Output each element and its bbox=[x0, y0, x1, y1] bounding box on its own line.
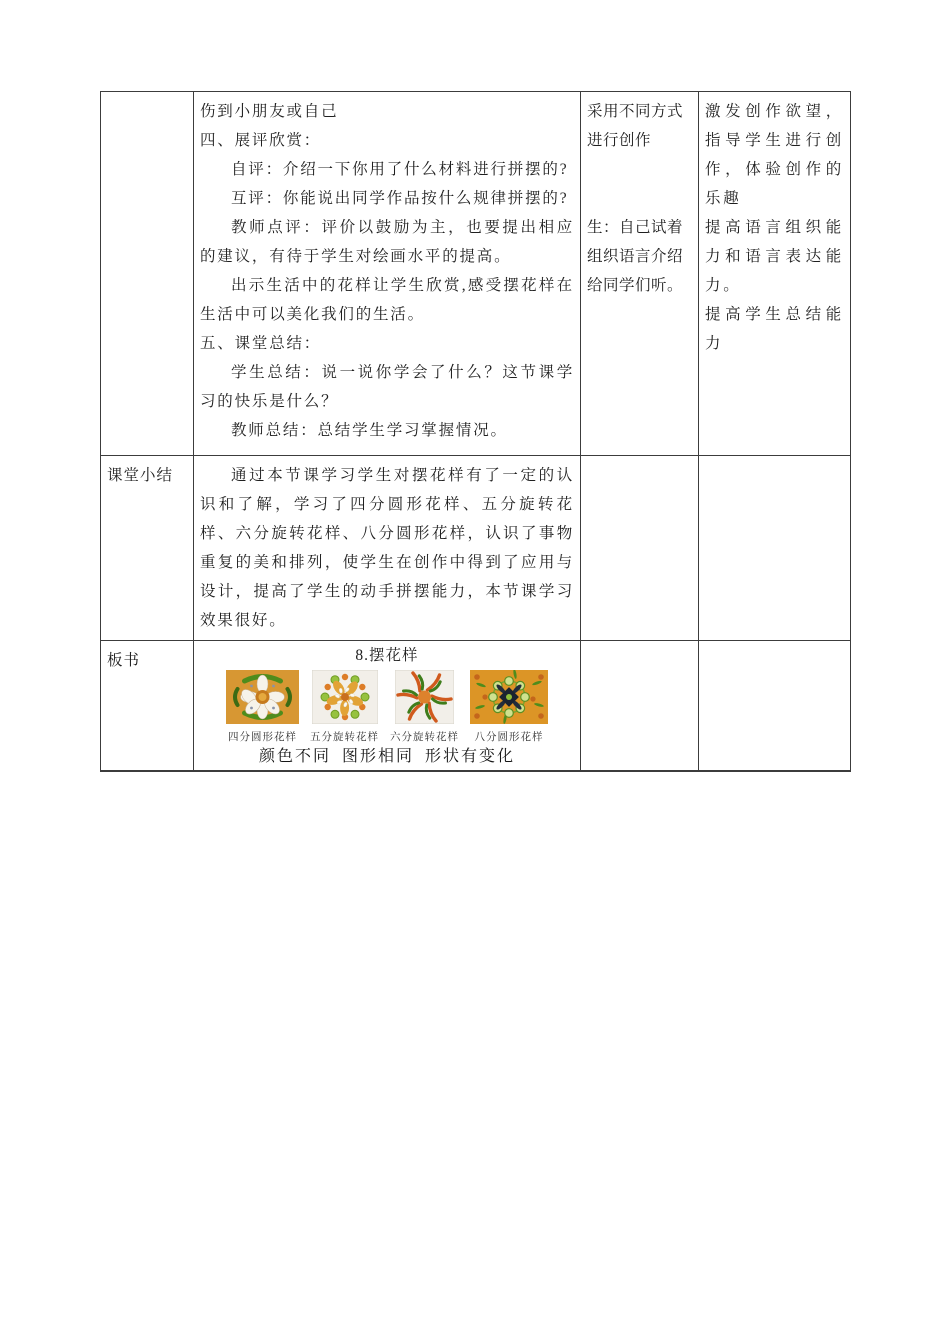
pattern-photo-five-rotation-icon bbox=[312, 670, 378, 724]
process-paragraph: 教师点评：评价以鼓励为主，也要提出相应的建议，有待于学生对绘画水平的提高。 bbox=[200, 219, 574, 265]
pattern-photo-eight-circle-icon bbox=[470, 670, 548, 724]
pattern-caption: 六分旋转花样 bbox=[390, 732, 459, 743]
process-paragraph: 出示生活中的花样让学生欣赏,感受摆花样在生活中可以美化我们的生活。 bbox=[200, 277, 574, 323]
pattern-caption: 四分圆形花样 bbox=[228, 732, 297, 743]
class-summary-row bbox=[101, 456, 851, 641]
pattern-caption: 五分旋转花样 bbox=[310, 732, 379, 743]
summary-intent-empty-cell bbox=[699, 456, 851, 641]
method-paragraph: 生：自己试着组织语言介绍给同学们听。 bbox=[587, 219, 684, 294]
board-row-label: 板书 bbox=[107, 652, 141, 669]
intent-paragraph: 提高学生总结能力 bbox=[705, 306, 844, 352]
summary-text-cell bbox=[194, 456, 581, 641]
pattern-six-rotation bbox=[390, 670, 459, 745]
pattern-photo-quarter-circle-icon bbox=[226, 670, 299, 724]
board-method-empty-cell bbox=[581, 641, 699, 772]
process-paragraph: 自评：介绍一下你用了什么材料进行拼摆的? bbox=[231, 161, 569, 178]
process-content-cell bbox=[194, 92, 581, 456]
board-design-row bbox=[101, 641, 851, 772]
board-intent-empty-cell bbox=[699, 641, 851, 772]
lesson-plan-table bbox=[100, 91, 851, 772]
board-content-cell bbox=[194, 641, 581, 772]
pattern-five-rotation bbox=[310, 670, 379, 745]
board-label-cell bbox=[101, 641, 194, 772]
process-paragraph: 学生总结：说一说你学会了什么？这节课学习的快乐是什么？ bbox=[200, 364, 574, 410]
process-paragraph: 教师总结：总结学生学习掌握情况。 bbox=[231, 422, 508, 439]
process-paragraph: 五、课堂总结： bbox=[200, 335, 322, 352]
design-intent-cell bbox=[699, 92, 851, 456]
pattern-eight-circle bbox=[470, 670, 548, 745]
teaching-process-row bbox=[101, 92, 851, 456]
summary-row-label: 课堂小结 bbox=[107, 467, 174, 484]
board-title: 8.摆花样 bbox=[355, 647, 419, 664]
pattern-quarter-circle bbox=[226, 670, 299, 745]
process-paragraph: 伤到小朋友或自己 bbox=[200, 103, 339, 120]
process-paragraph: 四、展评欣赏： bbox=[200, 132, 322, 149]
process-row-label-cell bbox=[101, 92, 194, 456]
pattern-caption: 八分圆形花样 bbox=[474, 732, 544, 743]
summary-paragraph: 通过本节课学习学生对摆花样有了一定的认识和了解，学习了四分圆形花样、五分旋转花样、六分旋转花样、八分圆形花样，认识了事物重复的美和排列，使学生在创作中得到了应用与设计，提高了学生的动手拼摆能力，本节课学习效果很好。 bbox=[200, 467, 574, 629]
summary-method-empty-cell bbox=[581, 456, 699, 641]
intent-paragraph: 提高语言组织能力和语言表达能力。 bbox=[705, 219, 844, 294]
summary-label-cell bbox=[101, 456, 194, 641]
teaching-method-cell bbox=[581, 92, 699, 456]
board-footer-note: 颜色不同 图形相同 形状有变化 bbox=[258, 748, 515, 765]
method-paragraph: 采用不同方式进行创作 bbox=[587, 103, 684, 149]
process-paragraph: 互评：你能说出同学作品按什么规律拼摆的? bbox=[231, 190, 569, 207]
intent-paragraph: 激发创作欲望，指导学生进行创作，体验创作的乐趣 bbox=[705, 103, 844, 207]
pattern-photo-six-rotation-icon bbox=[395, 670, 454, 724]
pattern-photo-row bbox=[200, 670, 574, 745]
